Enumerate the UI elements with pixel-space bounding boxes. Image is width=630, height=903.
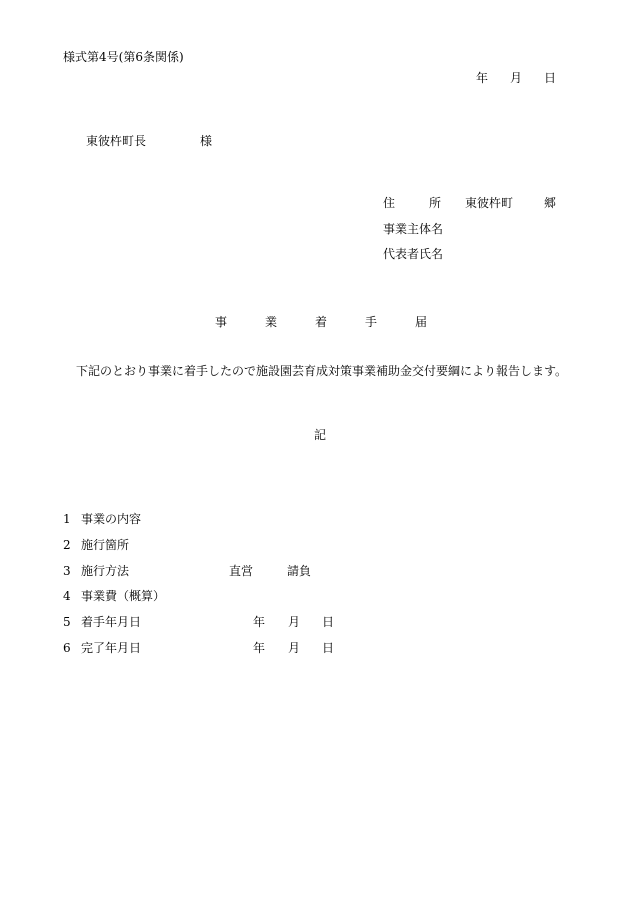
item-label: 事業の内容 xyxy=(81,512,142,526)
title-char: 手 xyxy=(365,315,378,329)
item-number: 1 xyxy=(63,512,71,526)
method-direct: 直営 xyxy=(229,564,254,578)
title-char: 業 xyxy=(265,315,278,329)
entity-name-label: 事業主体名 xyxy=(383,222,444,236)
item-number: 3 xyxy=(63,564,71,578)
body-text: 下記のとおり事業に着手したので施設園芸育成対策事業補助金交付要綱により報告します。 xyxy=(76,364,568,378)
item-label: 施行箇所 xyxy=(81,538,130,552)
ki-heading: 記 xyxy=(314,428,327,442)
address-label-2: 所 xyxy=(429,196,442,210)
address-value-go: 郷 xyxy=(544,196,557,210)
item-number: 5 xyxy=(63,615,71,629)
date-year-label: 年 xyxy=(476,71,489,85)
end-year-label: 年 xyxy=(253,641,266,655)
address-label-1: 住 xyxy=(383,196,396,210)
title-char: 着 xyxy=(315,315,328,329)
date-day-label: 日 xyxy=(544,71,557,85)
item-label: 施行方法 xyxy=(81,564,130,578)
title-char: 届 xyxy=(415,315,428,329)
method-contract: 請負 xyxy=(287,564,312,578)
date-month-label: 月 xyxy=(510,71,523,85)
item-label: 完了年月日 xyxy=(81,641,142,655)
start-month-label: 月 xyxy=(288,615,301,629)
item-number: 4 xyxy=(63,589,71,603)
item-number: 6 xyxy=(63,641,71,655)
item-label: 着手年月日 xyxy=(81,615,142,629)
address-value-town: 東彼杵町 xyxy=(465,196,514,210)
start-day-label: 日 xyxy=(322,615,335,629)
addressee-name: 東彼杵町長 xyxy=(86,134,147,148)
end-day-label: 日 xyxy=(322,641,335,655)
addressee-honorific: 様 xyxy=(200,134,213,148)
item-number: 2 xyxy=(63,538,71,552)
title-char: 事 xyxy=(215,315,228,329)
end-month-label: 月 xyxy=(288,641,301,655)
form-number: 様式第4号(第6条関係) xyxy=(63,50,184,64)
start-year-label: 年 xyxy=(253,615,266,629)
item-label: 事業費（概算） xyxy=(81,589,166,603)
representative-name-label: 代表者氏名 xyxy=(383,247,444,261)
